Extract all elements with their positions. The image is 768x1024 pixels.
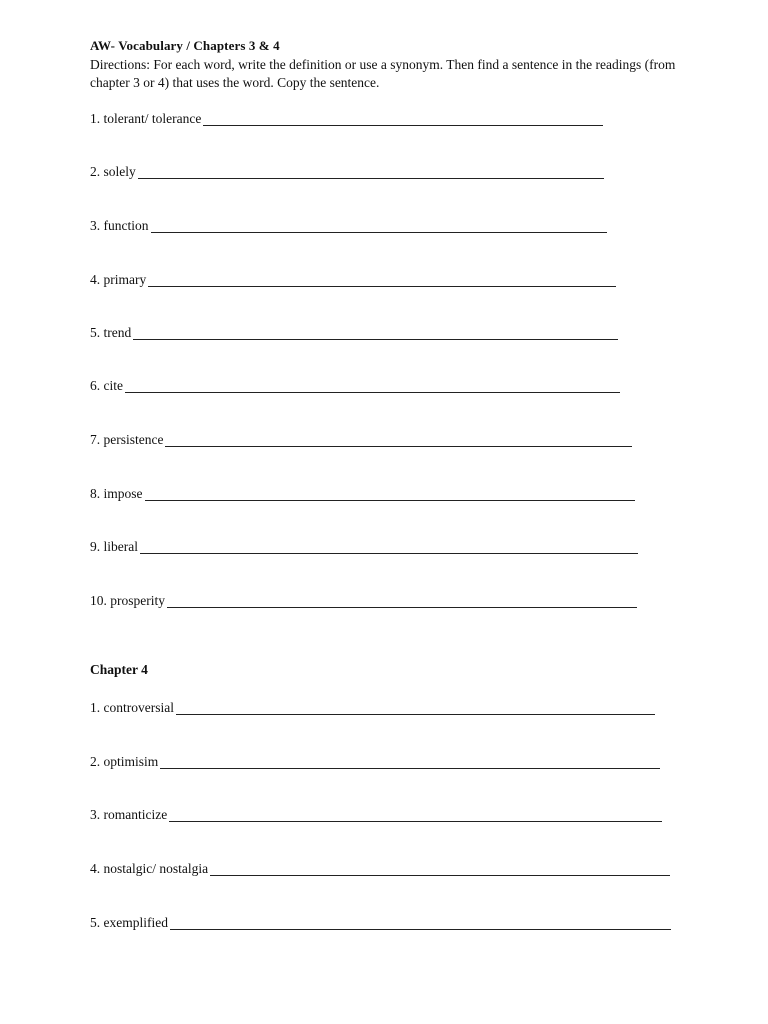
answer-line bbox=[169, 821, 662, 822]
vocab-item-label: 1. tolerant/ tolerance bbox=[90, 111, 202, 126]
answer-line bbox=[167, 607, 637, 608]
vocab-item-label: 8. impose bbox=[90, 486, 143, 501]
vocab-item-label: 10. prosperity bbox=[90, 593, 165, 608]
answer-line bbox=[125, 392, 620, 393]
vocab-item bbox=[90, 913, 671, 931]
vocab-item bbox=[90, 752, 660, 770]
vocab-item-label: 5. exemplified bbox=[90, 915, 168, 930]
vocab-item-label: 2. optimisim bbox=[90, 754, 159, 769]
vocab-item bbox=[90, 805, 662, 823]
answer-line bbox=[148, 286, 616, 287]
vocab-item-label: 7. persistence bbox=[90, 432, 164, 447]
answer-line bbox=[151, 232, 608, 233]
vocab-item-label: 4. primary bbox=[90, 272, 147, 287]
vocab-item bbox=[90, 270, 616, 288]
answer-line bbox=[210, 875, 670, 876]
directions-text: Directions: For each word, write the definition or use a synonym. Then find a sentence in the readings (from chapter 3 or 4) that uses the word. Copy the sentence. bbox=[90, 57, 676, 90]
vocab-item-label: 4. nostalgic/ nostalgia bbox=[90, 861, 209, 876]
vocab-item-label: 3. function bbox=[90, 218, 149, 233]
vocab-item bbox=[90, 376, 620, 394]
vocab-item bbox=[90, 216, 607, 234]
vocab-item bbox=[90, 430, 632, 448]
vocab-item bbox=[90, 109, 603, 127]
page-title: AW- Vocabulary / Chapters 3 & 4 bbox=[90, 38, 280, 53]
chapter-4-heading: Chapter 4 bbox=[90, 662, 148, 677]
vocab-item-label: 6. cite bbox=[90, 378, 123, 393]
vocab-item bbox=[90, 859, 670, 877]
vocab-item bbox=[90, 162, 604, 180]
answer-line bbox=[138, 178, 604, 179]
vocab-item-label: 1. controversial bbox=[90, 700, 174, 715]
vocab-item bbox=[90, 698, 655, 716]
answer-line bbox=[133, 339, 618, 340]
vocab-item-label: 9. liberal bbox=[90, 539, 138, 554]
vocab-item bbox=[90, 484, 635, 502]
vocab-item-label: 5. trend bbox=[90, 325, 132, 340]
vocab-item-label: 2. solely bbox=[90, 164, 136, 179]
answer-line bbox=[160, 768, 660, 769]
vocab-item bbox=[90, 537, 638, 555]
answer-line bbox=[140, 553, 638, 554]
vocab-item bbox=[90, 591, 637, 609]
answer-line bbox=[176, 714, 655, 715]
answer-line bbox=[165, 446, 632, 447]
answer-line bbox=[203, 125, 603, 126]
vocab-item-label: 3. romanticize bbox=[90, 807, 168, 822]
answer-line bbox=[170, 929, 671, 930]
answer-line bbox=[145, 500, 636, 501]
vocab-item bbox=[90, 323, 618, 341]
